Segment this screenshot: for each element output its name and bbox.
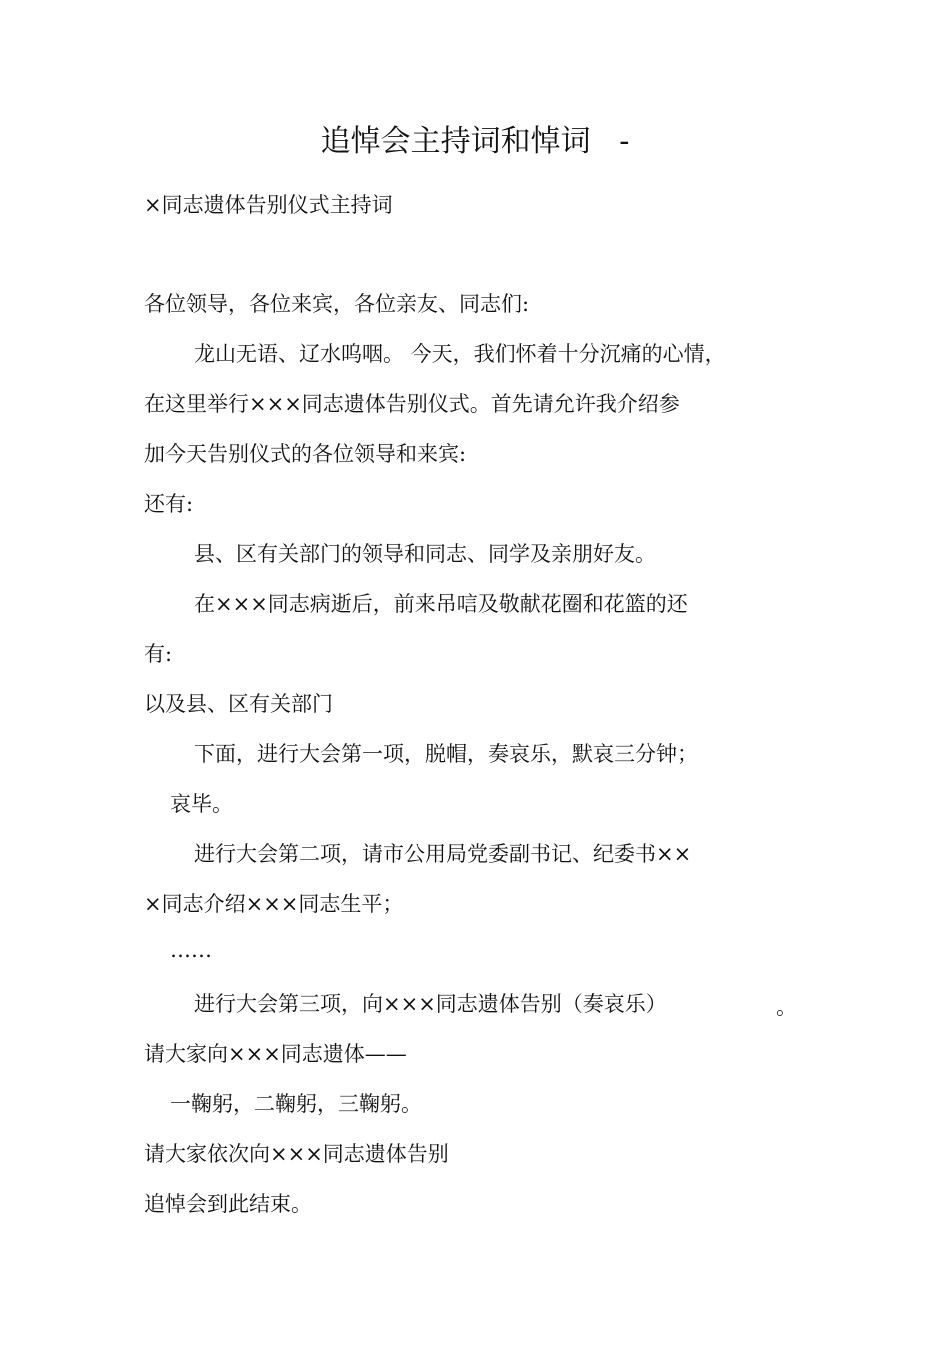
paragraph-line: 有: <box>144 642 173 666</box>
closing-line: 追悼会到此结束。 <box>144 1192 312 1216</box>
paragraph-line: 在×××同志病逝后，前来吊唁及敬献花圈和花篮的还 <box>194 592 688 616</box>
ellipsis-line: …… <box>170 938 212 962</box>
paragraph-line: 还有: <box>144 492 194 516</box>
paragraph-line: 加今天告别仪式的各位领导和来宾: <box>144 442 467 466</box>
document-title: 追悼会主持词和悼词 - <box>320 124 630 159</box>
paragraph-line: 下面，进行大会第一项，脱帽，奏哀乐，默哀三分钟； <box>194 742 698 766</box>
paragraph-line: 县、区有关部门的领导和同志、同学及亲朋好友。 <box>194 542 656 566</box>
paragraph-line: 在这里举行×××同志遗体告别仪式。首先请允许我介绍参 <box>144 392 680 416</box>
paragraph-line: 进行大会第三项，向×××同志遗体告别（奏哀乐） <box>194 992 667 1016</box>
paragraph-line: 请大家向×××同志遗体—— <box>144 1042 407 1066</box>
greeting-line: 各位领导，各位来宾，各位亲友、同志们: <box>144 292 530 316</box>
paragraph-line: 进行大会第二项，请市公用局党委副书记、纪委书×× <box>194 842 692 866</box>
paragraph-line: 龙山无语、辽水呜咽。 今天，我们怀着十分沉痛的心情， <box>194 342 726 366</box>
paragraph-line: 一鞠躬，二鞠躬，三鞠躬。 <box>170 1092 422 1116</box>
paragraph-line: 以及县、区有关部门 <box>144 692 333 716</box>
paragraph-line: ×同志介绍×××同志生平； <box>144 892 404 916</box>
trailing-period: 。 <box>776 995 797 1019</box>
document-subtitle: ×同志遗体告别仪式主持词 <box>144 193 393 217</box>
paragraph-line: 请大家依次向×××同志遗体告别 <box>144 1142 449 1166</box>
paragraph-line: 哀毕。 <box>170 792 233 816</box>
